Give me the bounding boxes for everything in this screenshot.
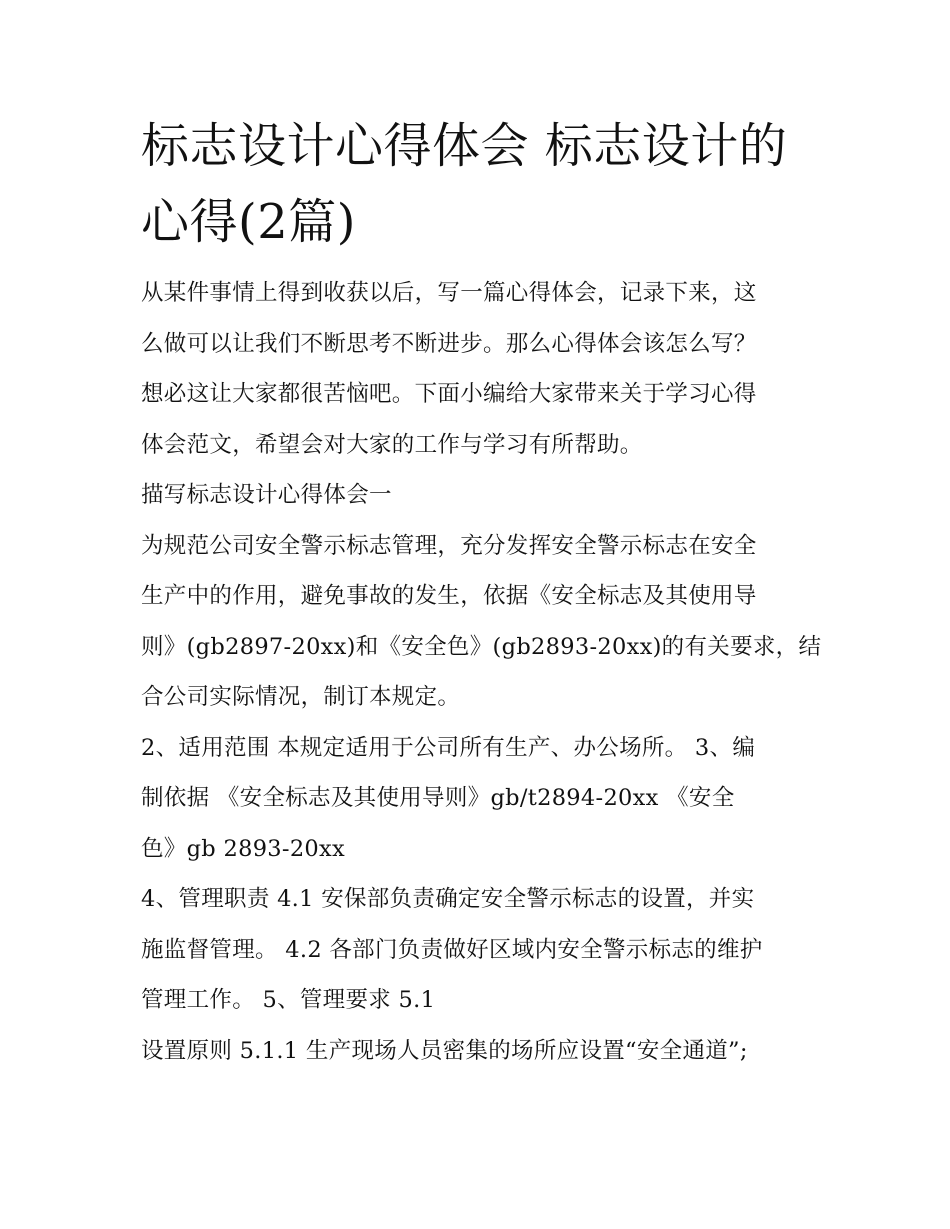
text-line: 想必这让大家都很苦恼吧。下面小编给大家带来关于学习心得 [141, 381, 757, 407]
text-line: 生产中的作用，避免事故的发生，依据《安全标志及其使用导 [141, 583, 757, 609]
text-line: 从某件事情上得到收获以后，写一篇心得体会，记录下来，这 [141, 280, 757, 306]
document-title [141, 108, 813, 260]
section-heading [141, 470, 813, 521]
text-line: 管理工作。 5、管理要求 5.1 [141, 987, 436, 1013]
text-line: 制依据 《安全标志及其使用导则》gb/t2894-20xx 《安全 [141, 785, 735, 811]
title-line-2: 心得(2篇) [141, 194, 356, 250]
text-line: 4、管理职责 4.1 安保部负责确定安全警示标志的设置，并实 [141, 886, 755, 912]
responsibility-paragraph [141, 874, 813, 1026]
text-line: 设置原则 5.1.1 生产现场人员密集的场所应设置“安全通道”; [141, 1037, 748, 1064]
text-line: 2、适用范围 本规定适用于公司所有生产、办公场所。 3、编 [141, 734, 756, 761]
intro-paragraph [141, 268, 813, 470]
scope-paragraph [141, 723, 813, 875]
text-line: 合公司实际情况，制订本规定。 [141, 684, 461, 710]
text-line: 为规范公司安全警示标志管理，充分发挥安全警示标志在安全 [141, 532, 757, 559]
text-line: 么做可以让我们不断思考不断进步。那么心得体会该怎么写？ [141, 330, 757, 357]
text-line: 则》(gb2897-20xx)和《安全色》(gb2893-20xx)的有关要求，结 [141, 633, 822, 660]
text-line: 体会范文，希望会对大家的工作与学习有所帮助。 [141, 431, 643, 458]
title-line-1: 标志设计心得体会 标志设计的 [141, 118, 788, 174]
purpose-paragraph [141, 521, 822, 723]
document-body [141, 268, 822, 1076]
document-page [141, 108, 822, 1076]
text-line: 色》gb 2893-20xx [141, 835, 346, 862]
text-line: 施监督管理。 4.2 各部门负责做好区域内安全警示标志的维护 [141, 936, 763, 963]
text-line: 描写标志设计心得体会一 [141, 482, 392, 508]
principle-paragraph [141, 1026, 813, 1077]
